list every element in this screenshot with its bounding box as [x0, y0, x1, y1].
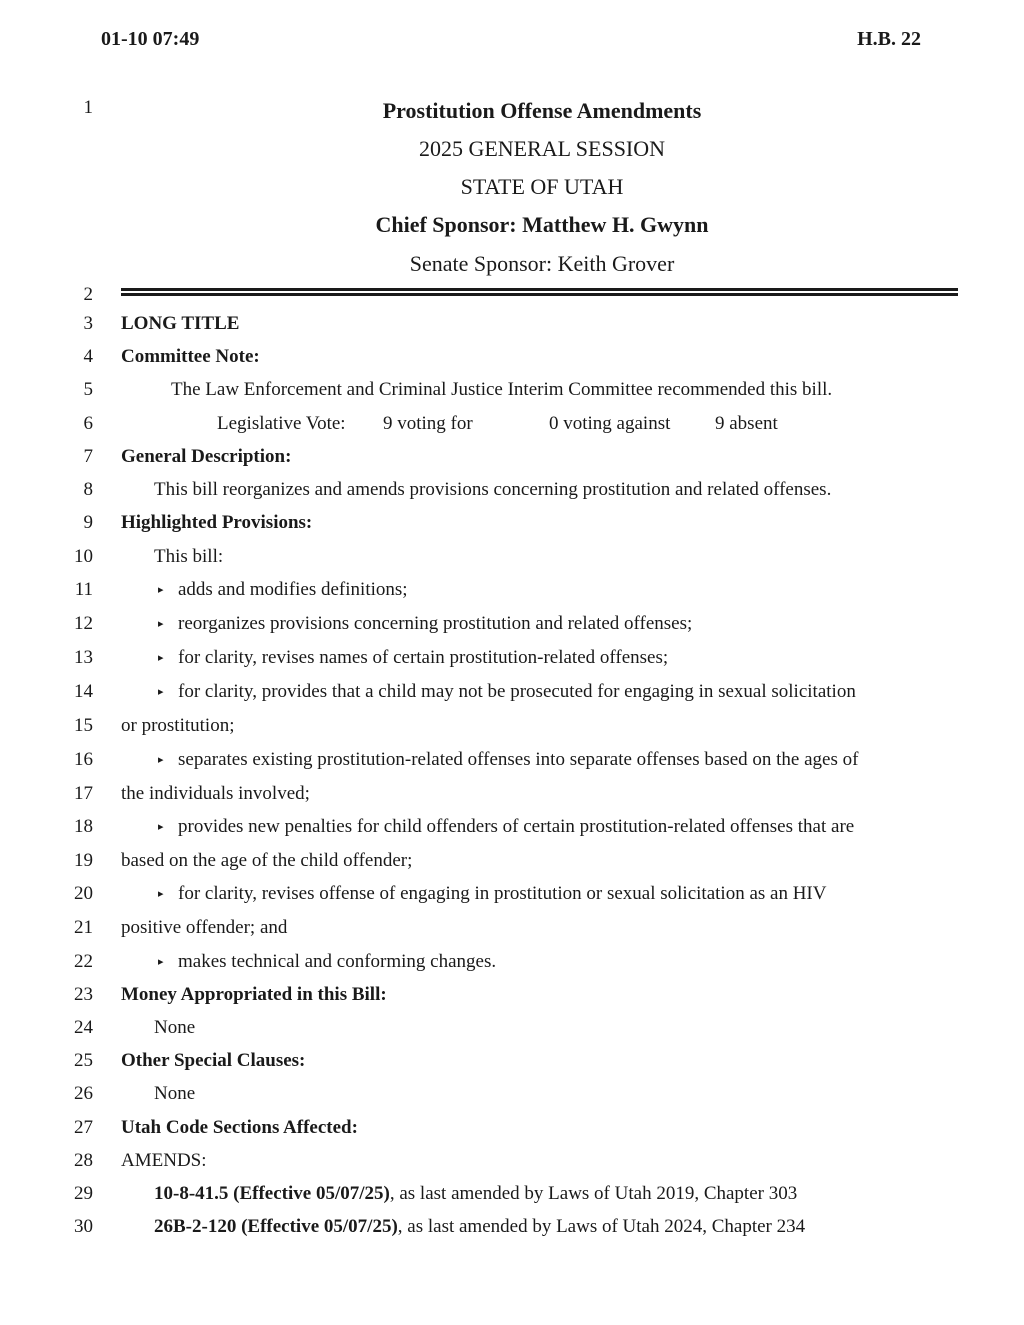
committee-note-text: The Law Enforcement and Criminal Justice Interim Committee recommended this bill. [171, 379, 833, 400]
double-rule-top [121, 288, 958, 291]
bullet-icon: ▸ [158, 821, 164, 833]
list-item-text: adds and modifies definitions; [178, 579, 408, 600]
list-item-text: separates existing prostitution-related offenses into separate offenses based on the ages of [178, 749, 859, 770]
list-item-continuation: or prostitution; [121, 715, 235, 736]
voting-against: 0 voting against [549, 413, 671, 434]
code-section-number: 26B-2-120 (Effective 05/07/25) [154, 1216, 398, 1237]
list-item-text: reorganizes provisions concerning prostitution and related offenses; [178, 613, 693, 634]
list-item-continuation: based on the age of the child offender; [121, 850, 413, 871]
line-number: 4 [83, 346, 93, 367]
code-sections-heading: Utah Code Sections Affected: [121, 1117, 358, 1138]
line-number: 15 [74, 715, 93, 736]
long-title-heading: LONG TITLE [121, 313, 240, 334]
list-item-text: for clarity, revises offense of engaging in prostitution or sexual solicitation as an HIV [178, 883, 827, 904]
money-appropriated-text: None [154, 1017, 196, 1038]
absent-count: 9 absent [715, 413, 778, 434]
highlighted-provisions-heading: Highlighted Provisions: [121, 512, 313, 533]
general-description-heading: General Description: [121, 446, 292, 467]
list-item-text: for clarity, provides that a child may not be prosecuted for engaging in sexual solicitation [178, 681, 856, 702]
line-number: 12 [74, 613, 93, 634]
line-number: 18 [74, 816, 93, 837]
line-number: 7 [83, 446, 93, 467]
chief-sponsor: Chief Sponsor: Matthew H. Gwynn [375, 212, 709, 237]
bullet-icon: ▸ [158, 754, 164, 766]
line-number: 27 [74, 1117, 93, 1138]
line-number: 11 [74, 579, 93, 600]
line-number: 25 [74, 1050, 93, 1071]
line-number: 9 [83, 512, 93, 533]
highlighted-intro: This bill: [154, 546, 224, 567]
line-number: 13 [74, 647, 93, 668]
line-number: 5 [83, 379, 93, 400]
senate-sponsor: Senate Sponsor: Keith Grover [409, 251, 675, 276]
line-number: 3 [83, 313, 93, 334]
list-item [121, 613, 964, 635]
line-number: 29 [74, 1183, 93, 1204]
line-number: 23 [74, 984, 93, 1005]
voting-for: 9 voting for [383, 413, 473, 434]
line-number: 21 [74, 917, 93, 938]
line-number: 8 [83, 479, 93, 500]
header-timestamp: 01-10 07:49 [101, 28, 200, 50]
line-number: 14 [74, 681, 93, 702]
bullet-icon: ▸ [158, 618, 164, 630]
bullet-icon: ▸ [158, 956, 164, 968]
line-number: 26 [74, 1083, 93, 1104]
amends-label: AMENDS: [121, 1150, 207, 1171]
other-clauses-heading: Other Special Clauses: [121, 1050, 306, 1071]
list-item-continuation: positive offender; and [121, 917, 288, 938]
line-number: 10 [74, 546, 93, 567]
bullet-icon: ▸ [158, 888, 164, 900]
other-clauses-text: None [154, 1083, 196, 1104]
line-number: 20 [74, 883, 93, 904]
money-appropriated-heading: Money Appropriated in this Bill: [121, 984, 387, 1005]
list-item [121, 749, 964, 771]
double-rule-bottom [121, 293, 958, 296]
line-number: 28 [74, 1150, 93, 1171]
list-item [121, 579, 964, 601]
line-number: 16 [74, 749, 93, 770]
general-description-text: This bill reorganizes and amends provisions concerning prostitution and related offenses. [154, 479, 832, 500]
bullet-icon: ▸ [158, 652, 164, 664]
code-section-number: 10-8-41.5 (Effective 05/07/25) [154, 1183, 390, 1204]
code-section-history: , as last amended by Laws of Utah 2024, Chapter 234 [397, 1216, 806, 1237]
state-label: STATE OF UTAH [460, 174, 624, 199]
line-number: 6 [83, 413, 93, 434]
bill-number: H.B. 22 [857, 28, 921, 50]
committee-note-heading: Committee Note: [121, 346, 260, 367]
line-number: 17 [74, 783, 93, 804]
line-number: 22 [74, 951, 93, 972]
list-item-text: provides new penalties for child offenders of certain prostitution-related offenses that are [178, 816, 855, 837]
list-item [121, 816, 964, 838]
list-item-continuation: the individuals involved; [121, 783, 310, 804]
code-section-entry [121, 1183, 964, 1205]
code-section-entry [121, 1216, 964, 1238]
line-number: 19 [74, 850, 93, 871]
list-item [121, 883, 964, 905]
session-label: 2025 GENERAL SESSION [418, 136, 666, 161]
line-number: 1 [83, 97, 93, 118]
line-number: 30 [74, 1216, 93, 1237]
list-item [121, 681, 964, 703]
line-number: 24 [74, 1017, 93, 1038]
bullet-icon: ▸ [158, 584, 164, 596]
bullet-icon: ▸ [158, 686, 164, 698]
list-item [121, 647, 964, 669]
list-item-text: for clarity, revises names of certain prostitution-related offenses; [178, 647, 669, 668]
list-item [121, 951, 964, 973]
code-section-history: , as last amended by Laws of Utah 2019, Chapter 303 [389, 1183, 798, 1204]
line-number: 2 [83, 284, 93, 305]
bill-title: Prostitution Offense Amendments [382, 98, 702, 123]
legislative-vote-label: Legislative Vote: [217, 413, 346, 434]
list-item-text: makes technical and conforming changes. [178, 951, 497, 972]
